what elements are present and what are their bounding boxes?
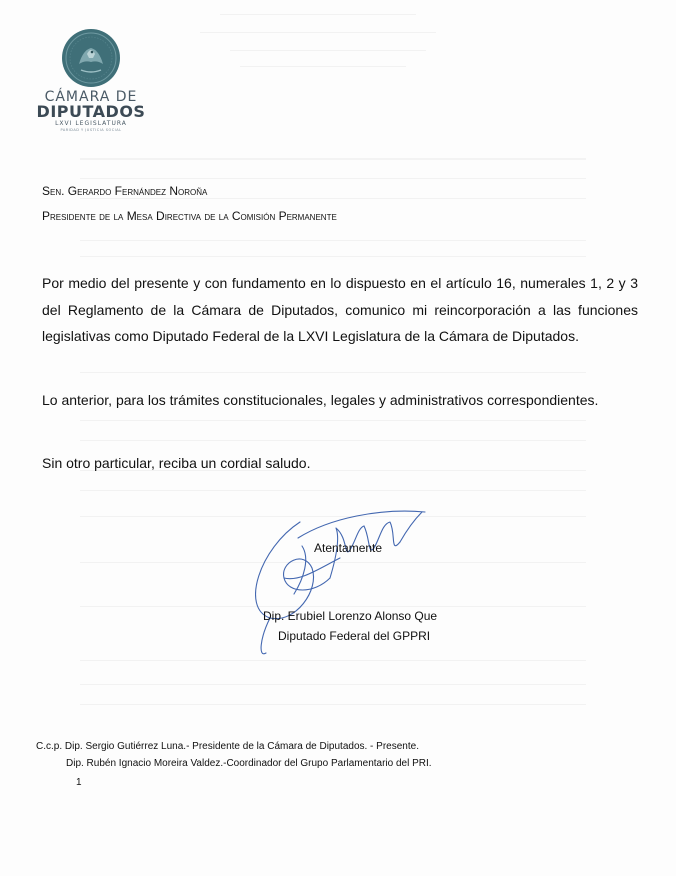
bleed-line: [230, 50, 426, 51]
cc-line-2: Dip. Rubén Ignacio Moreira Valdez.-Coordinador del Grupo Parlamentario del PRI.: [66, 758, 432, 769]
bleed-line: [80, 372, 586, 373]
logo-text-camara: CÁMARA DE: [44, 89, 138, 105]
bleed-line: [80, 490, 586, 491]
bleed-line: [240, 66, 406, 67]
bleed-line: [80, 704, 586, 705]
bleed-line: [80, 420, 586, 421]
cc-line-1: C.c.p. Dip. Sergio Gutiérrez Luna.- Presidente de la Cámara de Diputados. - Presente.: [36, 741, 419, 752]
recipient-title: Presidente de la Mesa Directiva de la Comisión Permanente: [42, 209, 337, 223]
page-number: 1: [76, 777, 82, 788]
body-paragraph-3: Sin otro particular, reciba un cordial saludo.: [42, 455, 311, 471]
logo-text-legislatura: LXVI LEGISLATURA: [55, 120, 127, 127]
logo-text-motto: PARIDAD Y JUSTICIA SOCIAL: [60, 128, 122, 132]
bleed-line: [80, 158, 586, 160]
bleed-line: [80, 198, 586, 199]
recipient-name: Sen. Gerardo Fernández Noroña: [42, 184, 208, 198]
bleed-line: [80, 256, 586, 257]
eagle-emblem-icon: [61, 28, 121, 88]
bleed-line: [200, 32, 436, 33]
logo-text-diputados: DIPUTADOS: [36, 102, 146, 121]
body-paragraph-1: Por medio del presente y con fundamento en lo dispuesto en el artículo 16, numerales 1, 2 y 3 del Reglamento de la Cámara de Diputados, comunico mi reincorporación a las funciones legislativas como Diputado Federal de la LXVI Legislatura de la Cámara de Diputados.: [42, 275, 638, 344]
body-paragraph-2: Lo anterior, para los trámites constitucionales, legales y administrativos correspondientes.: [42, 392, 599, 408]
bleed-line: [220, 14, 416, 15]
bleed-line: [80, 240, 586, 241]
bleed-line: [80, 684, 586, 685]
chamber-logo: [36, 28, 146, 133]
signer-title: Diputado Federal del GPPRI: [278, 629, 431, 643]
valediction: Atentamente: [314, 541, 383, 555]
bleed-line: [80, 178, 586, 179]
bleed-line: [80, 440, 586, 441]
signer-name: Dip. Erubiel Lorenzo Alonso Que: [263, 609, 438, 623]
